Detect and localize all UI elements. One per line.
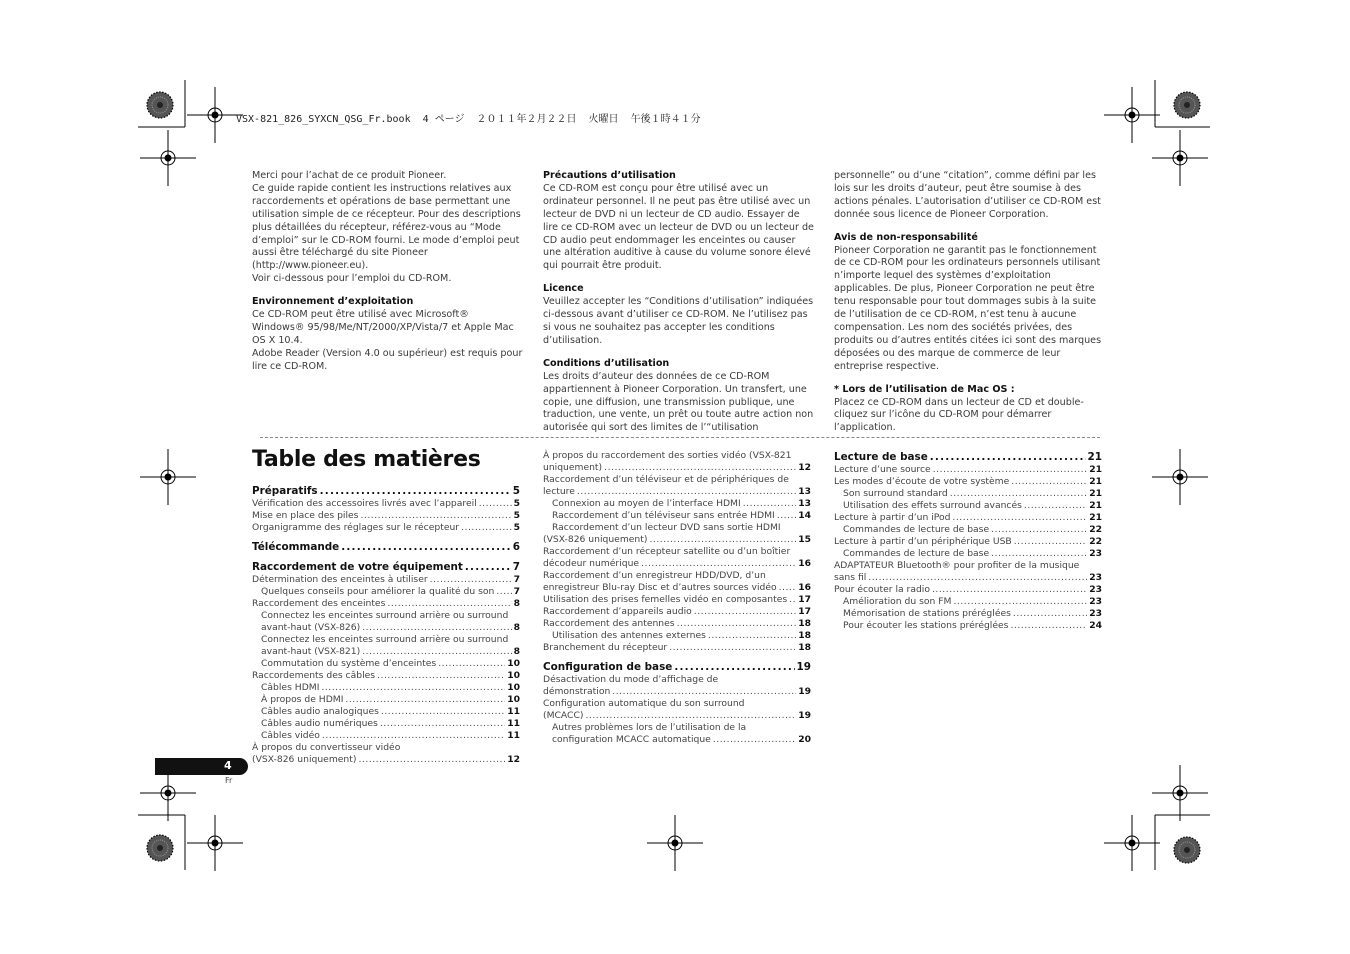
toc-entry-label: avant-haut (VSX-826)	[261, 622, 361, 633]
toc-leader	[358, 754, 505, 766]
toc-page-number: 23	[1089, 548, 1102, 559]
toc-entry-label: Amélioration du son FM	[843, 596, 952, 607]
toc-leader	[360, 510, 511, 522]
toc-section[interactable]	[543, 660, 811, 674]
toc-entry-label: Utilisation des antennes externes	[552, 630, 706, 641]
toc-leader	[708, 630, 796, 642]
toc-leader	[321, 682, 505, 694]
toc-entry-label: Organigramme des réglages sur le récepteur	[252, 522, 460, 533]
toc-title: Table des matières	[252, 447, 481, 472]
toc-page-number: 7	[513, 574, 520, 585]
toc-leader	[380, 718, 505, 730]
toc-leader	[604, 462, 796, 474]
toc-entry-label: configuration MCACC automatique	[552, 734, 711, 745]
toc-entry[interactable]	[543, 734, 811, 746]
toc-page-number: 7	[513, 586, 520, 597]
toc-entry-label: Quelques conseils pour améliorer la qualité du son	[261, 586, 495, 597]
toc-leader	[320, 484, 511, 498]
toc-entry-text: Connectez les enceintes surround arrière ou surround	[261, 634, 509, 645]
page-number: 4	[224, 759, 232, 772]
toc-page-number: 20	[798, 734, 811, 745]
toc-page-number: 10	[507, 658, 520, 669]
toc-page-number: 24	[1089, 620, 1102, 631]
toc-entry[interactable]	[252, 718, 520, 730]
toc-page-number: 19	[798, 686, 811, 697]
toc-entry-label: (MCACC)	[543, 710, 584, 721]
toc-entry[interactable]	[543, 558, 811, 570]
toc-page-number: 11	[507, 730, 520, 741]
toc-page-number: 11	[507, 718, 520, 729]
toc-entry-label: Commandes de lecture de base	[843, 524, 990, 535]
toc-entry-text: Configuration automatique du son surround	[543, 698, 745, 709]
toc-entry-text: Raccordement d’un enregistreur HDD/DVD, d’un	[543, 570, 766, 581]
toc-leader	[669, 642, 796, 654]
toc-entry[interactable]	[834, 476, 1102, 488]
toc-section[interactable]	[252, 484, 520, 498]
toc-entry[interactable]	[834, 584, 1102, 596]
toc-entry[interactable]	[252, 574, 520, 586]
toc-entry-label: Utilisation des prises femelles vidéo en composantes	[543, 594, 788, 605]
toc-leader	[362, 646, 511, 658]
column-precautions	[543, 170, 815, 435]
toc-entry[interactable]	[543, 686, 811, 698]
toc-entry[interactable]	[543, 510, 811, 522]
toc-page-number: 19	[798, 710, 811, 721]
toc-entry[interactable]	[252, 622, 520, 634]
toc-leader	[789, 594, 796, 606]
toc-entry-text: Raccordement d’un lecteur DVD sans sortie HDMI	[552, 522, 781, 533]
toc-entry-label: Lecture d’une source	[834, 464, 931, 475]
toc-leader	[991, 524, 1087, 536]
toc-entry-label: Câbles vidéo	[261, 730, 320, 741]
toc-leader	[933, 464, 1087, 476]
toc-leader	[953, 596, 1087, 608]
section-text: personnelle” ou d’une “citation”, comme défini par les lois sur les droits d’auteur, peut être soumise à des actions pénales. L’autorisation d’utiliser ce CD-ROM est donnée sous licence de Pioneer Corporation.	[834, 170, 1101, 220]
toc-entry[interactable]	[252, 522, 520, 534]
toc-entry-label: décodeur numérique	[543, 558, 640, 569]
toc-leader	[930, 450, 1086, 464]
toc-leader	[694, 606, 796, 618]
toc-page-number: 21	[1089, 488, 1102, 499]
toc-entry-label: Raccordements des câbles	[252, 670, 376, 681]
toc-leader	[952, 512, 1087, 524]
toc-leader	[677, 618, 797, 630]
toc-leader	[381, 706, 505, 718]
toc-page-number: 5	[513, 522, 520, 533]
toc-entry-label: Raccordement d’appareils audio	[543, 606, 692, 617]
toc-page-number: 23	[1089, 608, 1102, 619]
toc-leader	[465, 560, 511, 574]
toc-leader	[461, 522, 512, 534]
toc-entry[interactable]	[252, 646, 520, 658]
toc-entry[interactable]	[252, 510, 520, 522]
toc-entry-label: Lecture de base	[834, 451, 928, 463]
toc-leader	[674, 660, 794, 674]
intro-paragraph: Ce guide rapide contient les instructions relatives aux raccordements et opérations de base permettant une utilisation simple de ce récepteur. Pour des descriptions plus détaillées du récepteur, référez-vous au “Mode d’emploi” sur le CD-ROM fourni. Le mode d’emploi peut aussi être téléchargé du site Pioneer (http://www.pioneer.eu).	[252, 182, 521, 272]
toc-page-number: 23	[1089, 572, 1102, 583]
toc-page-number: 12	[507, 754, 520, 765]
toc-leader	[1011, 476, 1087, 488]
toc-leader	[950, 488, 1087, 500]
toc-entry-label: (VSX-826 uniquement)	[252, 754, 357, 765]
toc-section[interactable]	[252, 560, 520, 574]
toc-page-number: 10	[507, 682, 520, 693]
toc-page-number: 17	[798, 606, 811, 617]
toc-entry-label: Raccordement des antennes	[543, 618, 675, 629]
toc-page-number: 8	[513, 622, 520, 633]
toc-leader	[438, 658, 505, 670]
toc-entry-text: À propos du raccordement des sorties vidéo (VSX-821	[543, 450, 792, 461]
section-heading: Conditions d’utilisation	[543, 357, 670, 369]
toc-entry-text: Raccordement d’un téléviseur et de périphériques de	[543, 474, 789, 485]
toc-entry[interactable]	[834, 512, 1102, 524]
toc-page-number: 18	[798, 630, 811, 641]
toc-entry[interactable]	[543, 582, 811, 594]
toc-page-number: 13	[798, 486, 811, 497]
toc-entry-label: sans fil	[834, 572, 867, 583]
toc-page-number: 22	[1089, 524, 1102, 535]
toc-page-number: 16	[798, 582, 811, 593]
toc-entry[interactable]	[834, 500, 1102, 512]
toc-leader	[713, 734, 796, 746]
toc-entry[interactable]	[834, 524, 1102, 536]
section-text: Les droits d’auteur des données de ce CD-ROM appartiennent à Pioneer Corporation. Un transfert, une copie, une diffusion, une transmission publique, une traduction, une vente, un prêt ou toute autre action non autorisée qui sort des limites de l’“utilisation	[543, 370, 814, 434]
toc-entry[interactable]	[543, 486, 811, 498]
toc-entry[interactable]	[252, 754, 520, 766]
toc-leader	[345, 694, 505, 706]
page-tab	[155, 758, 248, 775]
toc-page-number: 13	[798, 498, 811, 509]
toc-entry-label: Utilisation des effets surround avancés	[843, 500, 1022, 511]
toc-entry-label: Configuration de base	[543, 661, 673, 673]
toc-entry-label: Télécommande	[252, 541, 340, 553]
section-text: Ce CD-ROM est conçu pour être utilisé avec un ordinateur personnel. Il ne peut pas être utilisé avec un lecteur de DVD ni un lecteur de CD audio. Essayer de lire ce CD-ROM avec un lecteur de DVD ou un lecteur de CD audio peut endommager les enceintes ou causer une altération auditive à cause du volume sonore élevé qui pourrait être produit.	[543, 182, 814, 272]
toc-leader	[430, 574, 512, 586]
toc-leader	[743, 498, 797, 510]
toc-entry-label: Lecture à partir d’un périphérique USB	[834, 536, 1012, 547]
toc-page-number: 5	[513, 498, 520, 509]
toc-entry-label: Mémorisation de stations préréglées	[843, 608, 1011, 619]
toc-entry-label: enregistreur Blu-ray Disc et d’autres sources vidéo	[543, 582, 777, 593]
toc-page-number: 12	[798, 462, 811, 473]
page-language: Fr	[225, 776, 233, 785]
toc-leader	[779, 582, 797, 594]
toc-entry-label: Détermination des enceintes à utiliser	[252, 574, 428, 585]
toc-entry[interactable]	[834, 548, 1102, 560]
toc-leader	[479, 498, 512, 510]
section-text: Adobe Reader (Version 4.0 ou supérieur) est requis pour lire ce CD-ROM.	[252, 347, 523, 372]
toc-entry-label: Les modes d’écoute de votre système	[834, 476, 1010, 487]
toc-leader	[1024, 500, 1087, 512]
toc-entry[interactable]	[252, 694, 520, 706]
section-heading: * Lors de l’utilisation de Mac OS :	[834, 383, 1015, 395]
toc-entry-label: Vérification des accessoires livrés avec l’appareil	[252, 498, 477, 509]
toc-entry[interactable]	[834, 608, 1102, 620]
toc-leader	[377, 670, 505, 682]
toc-page-number: 8	[513, 598, 520, 609]
toc-entry-label: (VSX-826 uniquement)	[543, 534, 648, 545]
toc-entry[interactable]	[252, 598, 520, 610]
toc-leader	[362, 622, 511, 634]
toc-entry[interactable]	[543, 534, 811, 546]
toc-page-number: 17	[798, 594, 811, 605]
toc-entry-label: uniquement)	[543, 462, 603, 473]
toc-entry-label: Câbles HDMI	[261, 682, 320, 693]
toc-entry[interactable]	[543, 630, 811, 642]
toc-entry[interactable]	[252, 498, 520, 510]
toc-entry[interactable]	[252, 670, 520, 682]
toc-entry-label: Raccordement de votre équipement	[252, 561, 463, 573]
toc-entry[interactable]	[252, 682, 520, 694]
divider	[260, 437, 1100, 438]
toc-entry[interactable]	[252, 706, 520, 718]
toc-entry-label: Connexion au moyen de l’interface HDMI	[552, 498, 741, 509]
toc-leader	[1010, 620, 1087, 632]
toc-entry-label: avant-haut (VSX-821)	[261, 646, 361, 657]
toc-section[interactable]	[252, 540, 520, 554]
print-slug: VSX-821_826_SYXCN_QSG_Fr.book 4 ページ ２０１１年２月２２日 火曜日 午後１時４１分	[236, 114, 701, 125]
toc-leader	[991, 548, 1087, 560]
toc-page-number: 5	[512, 485, 520, 497]
toc-entry[interactable]	[252, 730, 520, 742]
toc-leader	[496, 586, 511, 598]
toc-leader	[1013, 608, 1087, 620]
toc-entry-label: démonstration	[543, 686, 611, 697]
toc-page-number: 23	[1089, 596, 1102, 607]
section-heading: Licence	[543, 283, 584, 295]
toc-entry-label: Raccordement d’un téléviseur sans entrée HDMI	[552, 510, 775, 521]
toc-column-2	[543, 450, 811, 746]
toc-column-3	[834, 450, 1102, 632]
toc-page-number: 10	[507, 670, 520, 681]
toc-entry-text: ADAPTATEUR Bluetooth® pour profiter de la musique	[834, 560, 1080, 571]
toc-entry-text: Connectez les enceintes surround arrière ou surround	[261, 610, 509, 621]
toc-leader	[777, 510, 796, 522]
toc-leader	[577, 486, 796, 498]
toc-page-number: 21	[1089, 464, 1102, 475]
section-text: Ce CD-ROM peut être utilisé avec Microsoft® Windows® 95/98/Me/NT/2000/XP/Vista/7 et Apple Mac OS X 10.4.	[252, 309, 514, 346]
toc-leader	[1014, 536, 1087, 548]
intro-line: Merci pour l’achat de ce produit Pioneer.	[252, 170, 447, 181]
toc-entry-label: lecture	[543, 486, 575, 497]
toc-entry-label: Lecture à partir d’un iPod	[834, 512, 951, 523]
toc-page-number: 16	[798, 558, 811, 569]
toc-entry[interactable]	[834, 596, 1102, 608]
column-disclaimer	[834, 170, 1106, 435]
toc-entry-text: Désactivation du mode d’affichage de	[543, 674, 719, 685]
section-heading: Avis de non-responsabilité	[834, 231, 978, 243]
intro-line: Voir ci-dessous pour l’emploi du CD-ROM.	[252, 273, 452, 285]
toc-leader	[649, 534, 796, 546]
section-text: Placez ce CD-ROM dans un lecteur de CD et double-cliquez sur l’icône du CD-ROM pour démarrer l’application.	[834, 396, 1084, 434]
toc-column-1	[252, 484, 520, 766]
toc-leader	[322, 730, 505, 742]
toc-entry-label: Pour écouter la radio	[834, 584, 930, 595]
toc-entry-label: Pour écouter les stations préréglées	[843, 620, 1009, 631]
toc-leader	[641, 558, 796, 570]
toc-entry-label: Commandes de lecture de base	[843, 548, 990, 559]
toc-page-number: 21	[1087, 451, 1102, 463]
toc-entry-text: À propos du convertisseur vidéo	[252, 742, 401, 753]
toc-entry-text: Autres problèmes lors de l’utilisation de la	[552, 722, 747, 733]
toc-entry[interactable]	[834, 620, 1102, 632]
toc-entry-label: Commutation du système d’enceintes	[261, 658, 437, 669]
toc-entry[interactable]	[252, 586, 520, 598]
toc-entry[interactable]	[543, 710, 811, 722]
toc-entry-label: Raccordement des enceintes	[252, 598, 386, 609]
toc-page-number: 18	[798, 618, 811, 629]
toc-entry-text: Raccordement d’un récepteur satellite ou d’un boîtier	[543, 546, 791, 557]
toc-page-number: 21	[1089, 476, 1102, 487]
toc-entry[interactable]	[543, 642, 811, 654]
toc-entry[interactable]	[834, 536, 1102, 548]
toc-section[interactable]	[834, 450, 1102, 464]
toc-entry[interactable]	[543, 618, 811, 630]
toc-page-number: 18	[798, 642, 811, 653]
toc-leader	[585, 710, 796, 722]
toc-page-number: 7	[512, 561, 520, 573]
toc-entry-label: Câbles audio analogiques	[261, 706, 379, 717]
toc-leader	[932, 584, 1087, 596]
column-intro	[252, 170, 524, 374]
section-heading: Environnement d’exploitation	[252, 296, 414, 308]
toc-page-number: 15	[798, 534, 811, 545]
toc-entry-label: Préparatifs	[252, 485, 318, 497]
toc-page-number: 11	[507, 706, 520, 717]
toc-leader	[387, 598, 511, 610]
toc-entry[interactable]	[252, 658, 520, 670]
toc-page-number: 5	[513, 510, 520, 521]
toc-entry[interactable]	[834, 572, 1102, 584]
toc-page-number: 23	[1089, 584, 1102, 595]
toc-entry-label: Câbles audio numériques	[261, 718, 378, 729]
toc-entry[interactable]	[543, 606, 811, 618]
toc-page-number: 21	[1089, 512, 1102, 523]
toc-entry-label: Branchement du récepteur	[543, 642, 668, 653]
toc-entry[interactable]	[834, 464, 1102, 476]
toc-entry[interactable]	[834, 488, 1102, 500]
toc-page-number: 19	[796, 661, 811, 673]
toc-entry[interactable]	[543, 498, 811, 510]
toc-entry-label: Mise en place des piles	[252, 510, 359, 521]
toc-leader	[612, 686, 796, 698]
toc-page-number: 14	[798, 510, 811, 521]
toc-page-number: 10	[507, 694, 520, 705]
section-heading: Précautions d’utilisation	[543, 170, 676, 181]
toc-entry[interactable]	[543, 462, 811, 474]
toc-leader	[868, 572, 1087, 584]
toc-page-number: 21	[1089, 500, 1102, 511]
toc-page-number: 22	[1089, 536, 1102, 547]
toc-page-number: 6	[512, 541, 520, 553]
toc-entry-label: À propos de HDMI	[261, 694, 344, 705]
toc-page-number: 8	[513, 646, 520, 657]
section-text: Veuillez accepter les “Conditions d’utilisation” indiquées ci-dessous avant d’utiliser ce CD-ROM. Ne l’utilisez pas si vous ne souhaitez pas accepter les conditions d’utilisation.	[543, 296, 814, 346]
toc-entry[interactable]	[543, 594, 811, 606]
section-text: Pioneer Corporation ne garantit pas le fonctionnement de ce CD-ROM pour les ordinateurs personnels utilisant n’importe lequel des systèmes d’exploitation applicables. De plus, Pioneer Corporation ne peut être tenu responsable pour tout dommages subis à la suite de l’utilisation de ce CD-ROM, n’est tenu à aucune compensation. Les nom des sociétés privées, des produits ou d’autres entités citées ici sont des marques déposées ou des marque de commerce de leur entreprise respective.	[834, 244, 1102, 372]
toc-entry-label: Son surround standard	[843, 488, 948, 499]
toc-leader	[341, 540, 511, 554]
